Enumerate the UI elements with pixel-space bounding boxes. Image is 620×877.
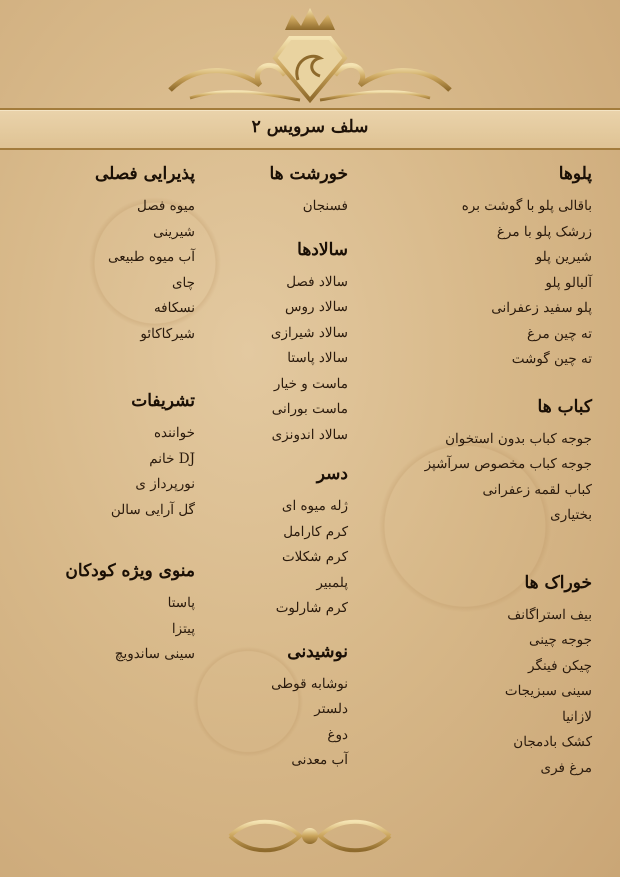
column-middle [198,162,348,774]
menu-item: بختیاری [550,507,592,523]
menu-item: مرغ فری [540,759,592,776]
menu-item: نوشابه قوطی [271,675,348,692]
menu-item: کشک بادمجان [513,734,592,750]
menu-item: شیرینی [153,223,195,240]
menu-item: میوه فصل [136,198,195,214]
menu-item: ماست و خیار [273,375,348,392]
menu-item: سالاد فصل [286,273,348,290]
section-title-ceremony: تشریفات [131,391,195,411]
section-title-reception: پذیرایی فصلی [95,164,195,184]
menu-item: جوجه چینی [529,632,592,648]
menu-item: جوجه کباب بدون استخوان [445,430,592,447]
menu-item: پاستا [167,595,195,611]
menu-item: نورپرداز ی [135,476,195,492]
menu-item: سینی ساندویچ [114,646,195,662]
page-title: سلف سرویس ۲ [251,117,369,137]
section-title-stews: خورشت ها [269,164,348,184]
menu-item: چیکن فینگر [528,657,592,674]
section-title-dessert: دسر [316,464,348,484]
crown-logo-ornament [160,0,460,110]
column-left [5,162,195,668]
menu-item: آب میوه طبیعی [107,249,195,265]
menu-item: ته چین مرغ [526,325,592,342]
menu-item: کباب لقمه زعفرانی [482,481,592,498]
section-title-kebab: کباب ها [537,396,592,417]
section-title-salads: سالادها [297,239,348,260]
menu-item: چای [171,274,195,291]
menu-item: سالاد شیرازی [270,324,348,341]
menu-item: نسکافه [153,300,195,316]
menu-item: زرشک پلو با مرغ [496,223,592,240]
menu-item: پیتزا [171,620,195,637]
menu-item: گل آرایی سالن [110,501,195,518]
section-title-kids-menu: منوی ویژه کودکان [65,561,195,581]
menu-item: دوغ [327,726,348,743]
menu-item: باقالی پلو با گوشت بره [461,198,592,214]
menu-item: لازانیا [562,708,592,725]
section-title-rice: پلوها [558,164,592,184]
menu-item: ماست بورانی [271,401,348,417]
menu-item: شیرکاکائو [140,325,195,342]
menu-item: کرم شکلات [281,549,348,565]
menu-item: سالاد اندونزی [271,426,348,443]
menu-item: پلو سفید زعفرانی [491,300,592,316]
menu-item: سالاد پاستا [287,350,348,366]
menu-item: جوجه کباب مخصوص سرآشپز [424,456,592,472]
menu-item: DJ خانم [149,450,195,467]
menu-item: شیرین پلو [535,249,592,265]
menu-item: سینی سبزیجات [504,683,592,699]
menu-item: پلمبیر [316,574,348,591]
section-title-drinks: نوشیدنی [287,641,348,662]
bottom-ornament [210,815,410,857]
menu-item: آلبالو پلو [545,274,592,291]
menu-item: آب معدنی [291,752,348,768]
menu-item: خواننده [153,425,195,441]
menu-item: بیف استراگانف [507,606,592,623]
menu-item: دلستر [314,701,348,717]
section-title-dishes: خوراک ها [524,572,592,593]
menu-item: کرم شارلوت [275,600,348,616]
menu-item: ته چین گوشت [511,351,592,367]
menu-item: فسنجان [302,198,348,214]
menu-item: ژله میوه ای [281,498,348,514]
column-right [392,162,592,781]
menu-item: سالاد روس [285,299,348,315]
menu-item: کرم کارامل [283,523,348,540]
